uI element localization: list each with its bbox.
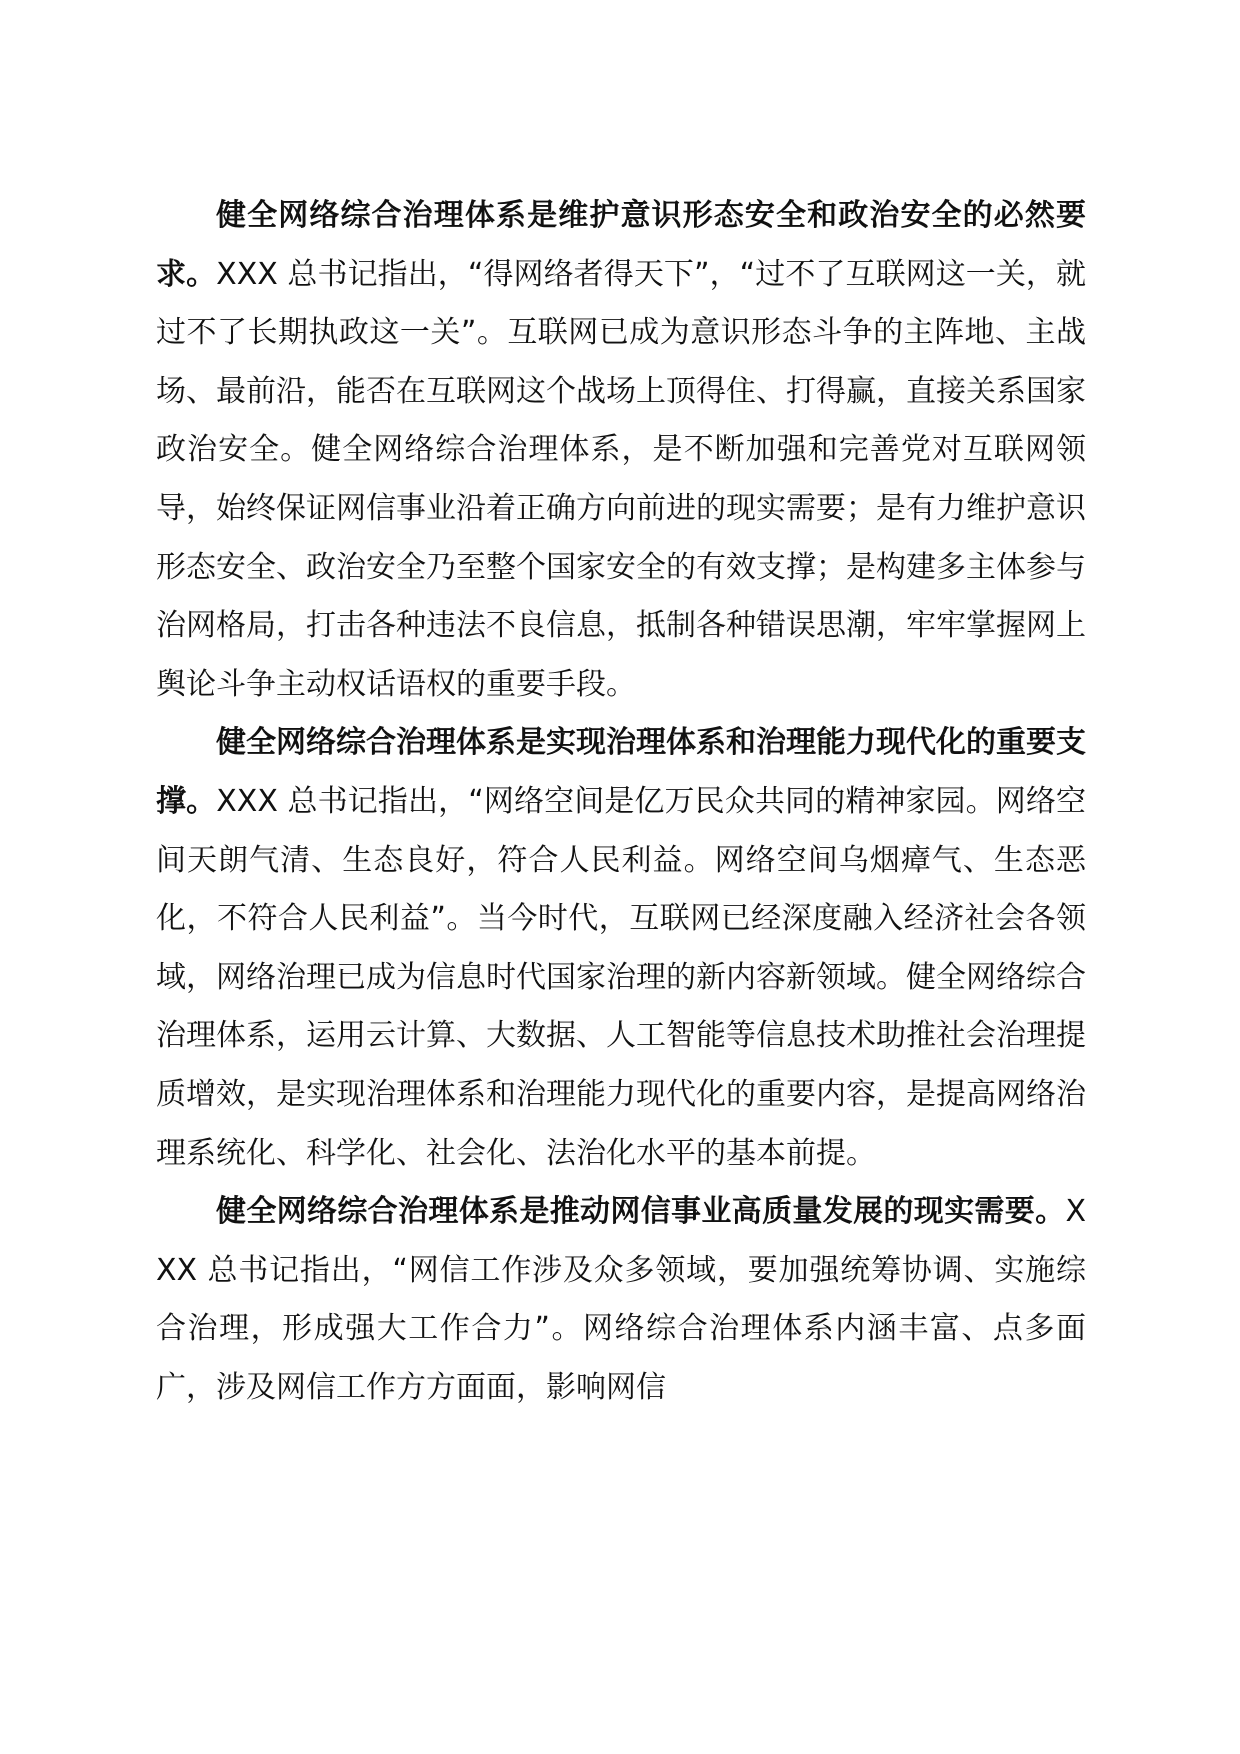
paragraph-2-lead: 健全网络综合治理体系是实现治理体系和治理能力现代化的重要支撑。 [156,725,1086,819]
paragraph-1 [156,187,1086,714]
paragraph-3 [156,1183,1086,1417]
paragraph-2 [156,714,1086,1183]
document-body [156,187,1086,1417]
paragraph-3-body: XXX 总书记指出，“网信工作涉及众多领域，要加强统筹协调、实施综合治理，形成强大工作合力”。网络综合治理体系内涵丰富、点多面广，涉及网信工作方方面面，影响网信 [156,1194,1086,1405]
paragraph-3-lead: 健全网络综合治理体系是推动网信事业高质量发展的现实需要。 [216,1194,1066,1230]
paragraph-1-body: XXX 总书记指出，“得网络者得天下”，“过不了互联网这一关，就过不了长期执政这一关”。互联网已成为意识形态斗争的主阵地、主战场、最前沿，能否在互联网这个战场上顶得住、打得赢，直接关系国家政治安全。健全网络综合治理体系，是不断加强和完善党对互联网领导，始终保证网信事业沿着正确方向前进的现实需要；是有力维护意识形态安全、政治安全乃至整个国家安全的有效支撑；是构建多主体参与治网格局，打击各种违法不良信息，抵制各种错误思潮，牢牢掌握网上舆论斗争主动权话语权的重要手段。 [156,256,1086,702]
paragraph-2-body: XXX 总书记指出，“网络空间是亿万民众共同的精神家园。网络空间天朗气清、生态良好，符合人民利益。网络空间乌烟瘴气、生态恶化，不符合人民利益”。当今时代，互联网已经深度融入经济社会各领域，网络治理已成为信息时代国家治理的新内容新领域。健全网络综合治理体系，运用云计算、大数据、人工智能等信息技术助推社会治理提质增效，是实现治理体系和治理能力现代化的重要内容，是提高网络治理系统化、科学化、社会化、法治化水平的基本前提。 [156,783,1087,1171]
paragraph-1-lead: 健全网络综合治理体系是维护意识形态安全和政治安全的必然要求。 [156,198,1086,292]
